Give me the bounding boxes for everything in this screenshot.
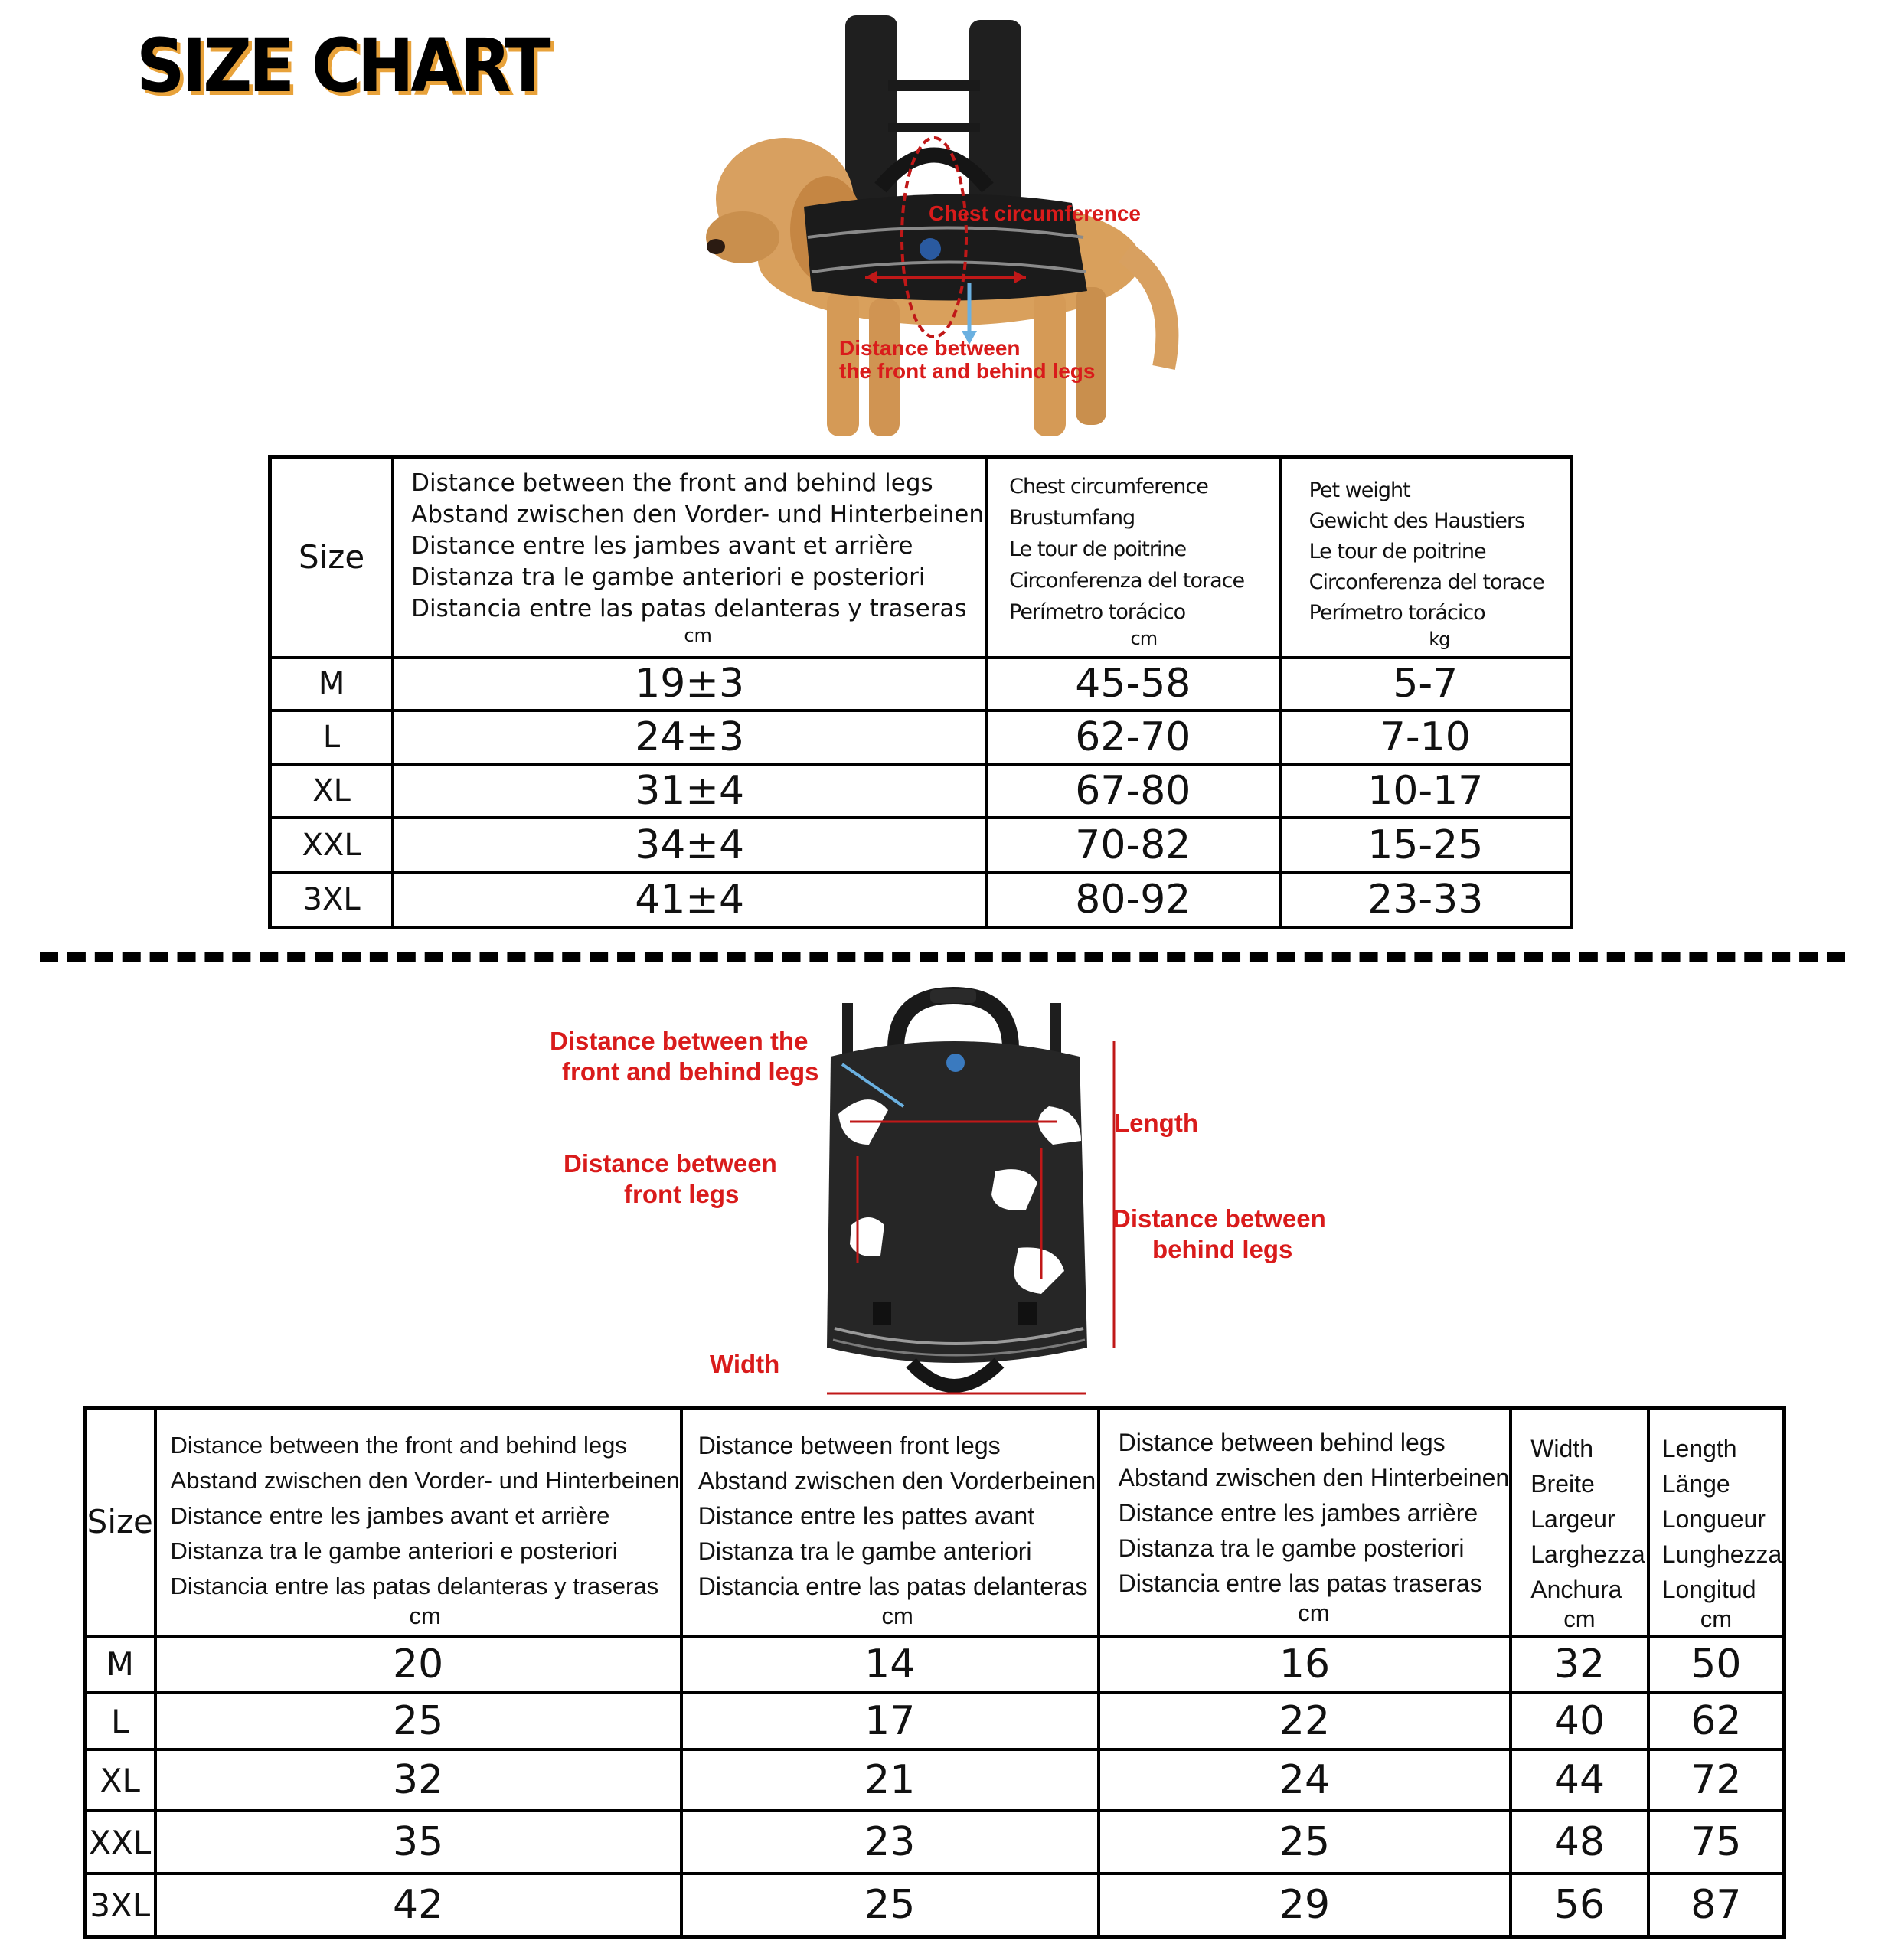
header-unit: kg [1429, 629, 1450, 650]
header-line: Length [1661, 1435, 1737, 1462]
value-cell: 25 [1099, 1811, 1511, 1873]
size-chart-title: SIZE CHART [136, 23, 547, 109]
header-distance-front-behind [155, 1408, 681, 1636]
header-line: Longueur [1661, 1505, 1766, 1533]
header-line: Distanza tra le gambe posteriori [1118, 1534, 1465, 1562]
table-row [85, 1693, 1785, 1749]
value-cell: 32 [1511, 1636, 1648, 1693]
header-distance-front-legs [681, 1408, 1099, 1636]
size-cell: 3XL [270, 873, 394, 928]
value-cell: 62 [1648, 1693, 1785, 1749]
value-cell: 87 [1648, 1873, 1785, 1936]
header-line: Circonferenza del torace [1308, 570, 1544, 594]
value-cell: 24±3 [393, 710, 986, 764]
value-cell: 31±4 [393, 764, 986, 818]
header-unit: cm [881, 1602, 913, 1629]
table-row [85, 1749, 1785, 1811]
header-line: Chest circumference [1009, 475, 1208, 498]
value-cell: 80-92 [986, 873, 1280, 928]
value-cell: 29 [1099, 1873, 1511, 1936]
label-length: Length [1114, 1109, 1198, 1137]
header-line: Distanza tra le gambe anteriori e posteriori [170, 1537, 618, 1564]
table-header-row [270, 457, 1572, 658]
value-cell: 70-82 [986, 818, 1280, 873]
size-header: Size [270, 457, 394, 658]
header-line: Distance entre les jambes avant et arrière [170, 1502, 610, 1529]
label-front-behind-line1: Distance between the [550, 1027, 809, 1055]
table-row [270, 658, 1572, 710]
size-cell: XL [270, 764, 394, 818]
header-line: Distance entre les pattes avant [697, 1502, 1035, 1530]
header-line: Anchura [1530, 1576, 1622, 1603]
header-distance-behind-legs [1099, 1408, 1511, 1636]
value-cell: 45-58 [986, 658, 1280, 710]
label-width: Width [710, 1350, 780, 1378]
header-distance-front-behind [393, 457, 986, 658]
value-cell: 25 [155, 1693, 681, 1749]
value-cell: 62-70 [986, 710, 1280, 764]
value-cell: 48 [1511, 1811, 1648, 1873]
header-line: Distanza tra le gambe anteriori e posteriori [411, 564, 926, 591]
value-cell: 23-33 [1280, 873, 1572, 928]
value-cell: 67-80 [986, 764, 1280, 818]
header-unit: cm [684, 625, 712, 646]
header-chest-circumference [986, 457, 1280, 658]
header-line: Distance between the front and behind legs [170, 1432, 627, 1459]
header-line: Longitud [1661, 1576, 1756, 1603]
header-line: Pet weight [1308, 479, 1410, 502]
header-line: Perímetro torácico [1009, 600, 1186, 624]
header-width [1511, 1408, 1648, 1636]
header-line: Le tour de poitrine [1308, 540, 1486, 564]
value-cell: 7-10 [1280, 710, 1572, 764]
value-cell: 21 [681, 1749, 1099, 1811]
header-line: Länge [1661, 1470, 1730, 1498]
header-unit: cm [1563, 1606, 1596, 1632]
table-row [270, 764, 1572, 818]
value-cell: 35 [155, 1811, 681, 1873]
value-cell: 10-17 [1280, 764, 1572, 818]
value-cell: 16 [1099, 1636, 1511, 1693]
size-cell: L [85, 1693, 155, 1749]
header-length [1648, 1408, 1785, 1636]
value-cell: 22 [1099, 1693, 1511, 1749]
size-cell: XXL [85, 1811, 155, 1873]
header-line: Distance between behind legs [1118, 1429, 1446, 1456]
table-row [85, 1636, 1785, 1693]
harness-flat-figure [796, 980, 1118, 1409]
value-cell: 40 [1511, 1693, 1648, 1749]
value-cell: 41±4 [393, 873, 986, 928]
size-table-1 [268, 455, 1573, 929]
header-line: Gewicht des Haustiers [1308, 509, 1525, 533]
chest-circumference-label: Chest circumference [929, 201, 1142, 225]
header-line: Breite [1530, 1470, 1595, 1498]
header-line: Distance entre les jambes arrière [1118, 1499, 1478, 1527]
value-cell: 56 [1511, 1873, 1648, 1936]
header-unit: cm [409, 1602, 441, 1629]
value-cell: 32 [155, 1749, 681, 1811]
table-row [85, 1811, 1785, 1873]
value-cell: 19±3 [393, 658, 986, 710]
header-line: Distanza tra le gambe anteriori [697, 1537, 1032, 1565]
header-line: Abstand zwischen den Vorder- und Hinterbeinen [170, 1467, 680, 1494]
header-line: Abstand zwischen den Vorder- und Hinterbeinen [411, 501, 985, 528]
header-line: Distance entre les jambes avant et arrière [411, 532, 913, 560]
header-line: Abstand zwischen den Vorderbeinen [697, 1467, 1096, 1494]
label-front-legs-line1: Distance between [564, 1149, 777, 1178]
size-cell: L [270, 710, 394, 764]
size-cell: XL [85, 1749, 155, 1811]
dog-harness-figure [658, 8, 1194, 452]
header-line: Distancia entre las patas delanteras y traseras [411, 595, 967, 622]
value-cell: 50 [1648, 1636, 1785, 1693]
table-row [270, 873, 1572, 928]
size-header: Size [85, 1408, 155, 1636]
header-line: Lunghezza [1661, 1540, 1782, 1568]
dog-harness-illustration [658, 8, 1194, 452]
header-unit: cm [1298, 1599, 1330, 1626]
size-cell: XXL [270, 818, 394, 873]
value-cell: 34±4 [393, 818, 986, 873]
value-cell: 24 [1099, 1749, 1511, 1811]
size-cell: M [270, 658, 394, 710]
size-cell: M [85, 1636, 155, 1693]
value-cell: 20 [155, 1636, 681, 1693]
label-front-legs-line2: front legs [624, 1180, 740, 1208]
header-line: Distance between front legs [697, 1432, 1001, 1459]
value-cell: 17 [681, 1693, 1099, 1749]
section-divider [40, 952, 1845, 962]
value-cell: 5-7 [1280, 658, 1572, 710]
header-line: Distancia entre las patas delanteras y traseras [170, 1573, 659, 1599]
header-line: Perímetro torácico [1308, 601, 1485, 625]
header-line: Distancia entre las patas delanteras [697, 1573, 1088, 1600]
label-behind-legs-line1: Distance between [1112, 1204, 1326, 1233]
table-row [270, 818, 1572, 873]
value-cell: 75 [1648, 1811, 1785, 1873]
table-row [85, 1873, 1785, 1936]
value-cell: 44 [1511, 1749, 1648, 1811]
value-cell: 14 [681, 1636, 1099, 1693]
header-line: Width [1530, 1435, 1594, 1462]
value-cell: 23 [681, 1811, 1099, 1873]
size-cell: 3XL [85, 1873, 155, 1936]
header-line: Distancia entre las patas traseras [1118, 1570, 1482, 1597]
value-cell: 72 [1648, 1749, 1785, 1811]
header-unit: cm [1130, 628, 1158, 649]
table-row [270, 710, 1572, 764]
harness-flat-illustration [796, 980, 1118, 1409]
label-front-behind-line2: front and behind legs [562, 1057, 819, 1086]
value-cell: 42 [155, 1873, 681, 1936]
label-behind-legs-line2: behind legs [1152, 1235, 1293, 1263]
table-header-row [85, 1408, 1785, 1636]
header-line: Le tour de poitrine [1009, 537, 1187, 561]
header-line: Brustumfang [1009, 506, 1135, 530]
header-line: Abstand zwischen den Hinterbeinen [1118, 1464, 1510, 1491]
size-table-2 [83, 1406, 1786, 1939]
header-line: Circonferenza del torace [1009, 569, 1245, 593]
header-pet-weight [1280, 457, 1572, 658]
header-line: Distance between the front and behind legs [411, 469, 933, 497]
value-cell: 15-25 [1280, 818, 1572, 873]
header-unit: cm [1700, 1606, 1733, 1632]
distance-legs-label-line1: Distance between [839, 336, 1021, 360]
distance-legs-label-line2: the front and behind legs [839, 359, 1096, 383]
value-cell: 25 [681, 1873, 1099, 1936]
header-line: Largeur [1530, 1505, 1615, 1533]
header-line: Larghezza [1530, 1540, 1645, 1568]
